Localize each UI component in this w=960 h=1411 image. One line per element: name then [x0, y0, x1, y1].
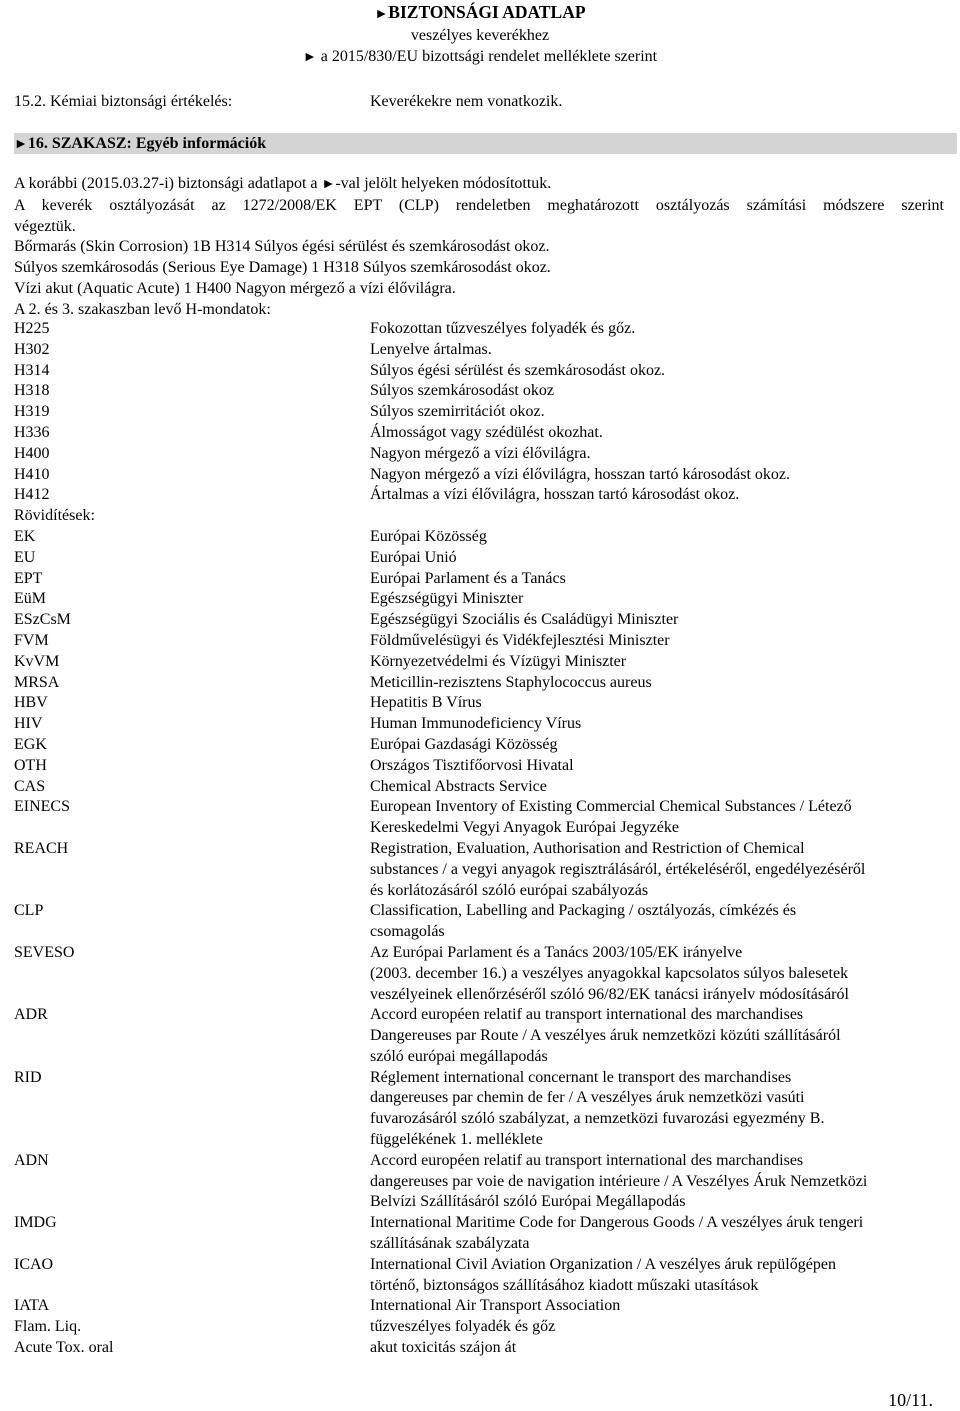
abbreviation-definition: Kereskedelmi Vegyi Anyagok Európai Jegyzéke — [370, 819, 679, 837]
abbreviation-definition: függelékének 1. melléklete — [370, 1131, 543, 1149]
abbreviation-row — [14, 1109, 954, 1130]
h-code: H318 — [14, 382, 50, 400]
abbreviation-row — [14, 527, 954, 548]
section-15-2 — [14, 92, 954, 114]
abbreviation-term — [14, 860, 370, 881]
abbreviation-row — [14, 1026, 954, 1047]
abbreviation-term: FVM — [14, 631, 49, 649]
abbreviation-term — [14, 964, 370, 985]
abbreviation-definition: Környezetvédelmi és Vízügyi Miniszter — [370, 652, 627, 670]
abbreviation-definition: veszélyeinek ellenőrzéséről szóló 96/82/EK tanácsi irányelv módosításáról — [370, 985, 849, 1003]
classification-eye: Súlyos szemkárosodás (Serious Eye Damage) 1 H318 Súlyos szemkárosodást okoz. — [14, 259, 551, 277]
abbreviation-term: EPT — [14, 569, 43, 587]
section-16-heading — [14, 133, 957, 154]
abbreviation-term: ESzCsM — [14, 611, 71, 629]
abbreviation-row — [14, 1255, 954, 1276]
h-text: Lenyelve ártalmas. — [370, 340, 492, 358]
abbreviation-definition: és korlátozásáról szóló európai szabályozás — [370, 881, 649, 899]
definitions-table — [14, 319, 954, 1359]
abbreviation-definition: Human Immunodeficiency Vírus — [370, 715, 582, 733]
abbreviation-row — [14, 839, 954, 860]
abbreviation-term — [14, 985, 370, 1006]
abbreviation-definition: Európai Gazdasági Közösség — [370, 735, 558, 753]
h-statement-row — [14, 423, 954, 444]
abbreviation-row — [14, 797, 954, 818]
header-subtitle: veszélyes keverékhez — [410, 27, 550, 44]
abbreviation-row — [14, 610, 954, 631]
h-statement-row — [14, 485, 954, 506]
abbreviation-term: EüM — [14, 590, 46, 608]
abbreviation-term: Flam. Liq. — [14, 1318, 82, 1336]
abbreviation-definition: Accord européen relatif au transport international des marchandises — [370, 1006, 804, 1024]
abbreviation-definition: Egészségügyi Szociális és Családügyi Miniszter — [370, 611, 679, 629]
section-15-2-value: Keverékekre nem vonatkozik. — [370, 93, 563, 110]
abbreviation-row — [14, 1068, 954, 1089]
h-statement-row — [14, 465, 954, 486]
abbreviation-definition: fuvarozásáról szóló szabályzat, a nemzetközi fuvarozási egyezmény B. — [370, 1110, 825, 1128]
h-text: Fokozottan tűzveszélyes folyadék és gőz. — [370, 320, 636, 337]
abbreviation-term — [14, 1047, 370, 1068]
abbreviation-row — [14, 1192, 954, 1213]
abbreviation-definition: Réglement international concernant le transport des marchandises — [370, 1068, 792, 1086]
abbreviation-term: EU — [14, 548, 36, 566]
abbreviation-term — [14, 1276, 370, 1297]
h-statements-heading: A 2. és 3. szakaszban levő H-mondatok: — [14, 300, 271, 318]
section-16-title: 16. SZAKASZ: Egyéb információk — [27, 135, 267, 152]
abbreviation-term: REACH — [14, 839, 69, 857]
abbreviation-row — [14, 1172, 954, 1193]
h-statement-row — [14, 381, 954, 402]
abbreviation-row — [14, 1151, 954, 1172]
abbreviation-definition: Belvízi Szállításáról szóló Európai Megállapodás — [370, 1193, 686, 1211]
abbreviation-definition: dangereuses par chemin de fer / A veszélyes áruk nemzetközi vasúti — [370, 1089, 805, 1107]
abbreviation-row — [14, 735, 954, 756]
h-statement-row — [14, 444, 954, 465]
page-number: 10/11. — [888, 1390, 933, 1410]
abbreviation-term: MRSA — [14, 673, 60, 691]
abbreviation-definition: European Inventory of Existing Commercial Chemical Substances / Létező — [370, 798, 852, 816]
abbreviation-term: KvVM — [14, 652, 60, 670]
abbreviation-definition: Chemical Abstracts Service — [370, 777, 547, 795]
abbreviation-term: OTH — [14, 756, 47, 774]
h-statement-row — [14, 361, 954, 382]
h-text: Ártalmas a vízi élővilágra, hosszan tartó károsodást okoz. — [370, 486, 740, 504]
abbreviation-definition: Európai Közösség — [370, 527, 487, 545]
h-code: H319 — [14, 403, 50, 421]
abbreviation-definition: Classification, Labelling and Packaging / osztályozás, címkézés és — [370, 902, 797, 920]
abbreviation-definition: (2003. december 16.) a veszélyes anyagokkal kapcsolatos súlyos balesetek — [370, 964, 849, 982]
abbreviation-row — [14, 652, 954, 673]
abbreviation-definition: tűzveszélyes folyadék és gőz — [370, 1318, 556, 1336]
document-header — [0, 2, 960, 68]
abbreviation-term: IMDG — [14, 1214, 57, 1232]
abbreviation-row — [14, 881, 954, 902]
abbreviation-row — [14, 548, 954, 569]
section-15-2-label: 15.2. Kémiai biztonsági értékelés: — [14, 93, 233, 110]
abbreviation-definition: történő, biztonságos szállításához kiadott műszaki utasítások — [370, 1276, 759, 1294]
abbreviations-heading: Rövidítések: — [14, 507, 95, 525]
abbreviation-row — [14, 901, 954, 922]
abbreviation-row — [14, 1005, 954, 1026]
abbreviation-term: EINECS — [14, 798, 70, 816]
abbreviation-term: HBV — [14, 694, 48, 712]
abbreviation-row — [14, 1130, 954, 1151]
abbreviation-row — [14, 777, 954, 798]
abbreviation-row — [14, 693, 954, 714]
abbreviation-definition: substances / a vegyi anyagok regisztrálásáról, értékeléséről, engedélyezéséről — [370, 860, 866, 878]
header-regulation: a 2015/830/EU bizottsági rendelet melléklete szerint — [320, 48, 658, 65]
abbreviation-row — [14, 1088, 954, 1109]
abbreviation-definition: Európai Parlament és a Tanács — [370, 569, 566, 587]
abbreviation-definition: International Civil Aviation Organization / A veszélyes áruk repülőgépen — [370, 1255, 836, 1273]
revision-note — [14, 174, 944, 196]
h-text: Súlyos égési sérülést és szemkárosodást okoz. — [370, 361, 666, 379]
abbreviation-term — [14, 922, 370, 943]
abbreviation-definition: csomagolás — [370, 923, 445, 941]
abbreviation-row — [14, 756, 954, 777]
abbreviation-row — [14, 1317, 954, 1338]
abbreviation-row — [14, 589, 954, 610]
abbreviation-row — [14, 1234, 954, 1255]
abbreviation-definition: Accord européen relatif au transport international des marchandises — [370, 1151, 804, 1169]
h-statement-row — [14, 340, 954, 361]
h-code: H314 — [14, 361, 50, 379]
abbreviation-term: EK — [14, 527, 36, 545]
abbreviation-row — [14, 1047, 954, 1068]
h-text: Súlyos szemirritációt okoz. — [370, 403, 545, 421]
abbreviation-term: Acute Tox. oral — [14, 1339, 114, 1357]
abbreviation-term: SEVESO — [14, 943, 75, 961]
abbreviation-term: HIV — [14, 715, 43, 733]
abbreviation-row — [14, 1296, 954, 1317]
abbreviation-definition: International Maritime Code for Dangerous Goods / A veszélyes áruk tengeri — [370, 1214, 864, 1232]
abbreviation-definition: Egészségügyi Miniszter — [370, 590, 524, 608]
abbreviation-definition: szállításának szabályzata — [370, 1235, 530, 1253]
abbreviation-definition: Az Európai Parlament és a Tanács 2003/105/EK irányelve — [370, 943, 743, 961]
h-code: H400 — [14, 444, 50, 462]
abbreviation-term — [14, 1088, 370, 1109]
abbreviation-term: ICAO — [14, 1255, 54, 1273]
other-information — [14, 174, 944, 321]
abbreviation-term: EGK — [14, 735, 47, 753]
abbreviation-row — [14, 985, 954, 1006]
abbreviation-definition: Hepatitis B Vírus — [370, 694, 482, 712]
classification-note: A keverék osztályozását az 1272/2008/EK EPT (CLP) rendeletben meghatározott osztályozás számítási módszere szerint — [14, 196, 944, 214]
classification-skin: Bőrmarás (Skin Corrosion) 1B H314 Súlyos égési sérülést és szemkárosodást okoz. — [14, 238, 550, 256]
abbreviation-row — [14, 943, 954, 964]
h-code: H302 — [14, 340, 50, 358]
header-title: BIZTONSÁGI ADATLAP — [388, 2, 586, 22]
abbreviation-definition: Országos Tisztifőorvosi Hivatal — [370, 756, 574, 774]
abbreviation-term — [14, 1192, 370, 1213]
abbreviation-row — [14, 860, 954, 881]
abbreviation-definition: akut toxicitás szájon át — [370, 1339, 517, 1357]
abbreviation-term: CAS — [14, 777, 46, 795]
abbreviation-definition: dangereuses par voie de navigation intérieure / A Veszélyes Áruk Nemzetközi — [370, 1172, 868, 1190]
abbreviation-term — [14, 881, 370, 902]
h-text: Nagyon mérgező a vízi élővilágra. — [370, 444, 591, 462]
abbreviation-definition: Meticillin-rezisztens Staphylococcus aureus — [370, 673, 652, 691]
abbreviation-term: IATA — [14, 1297, 50, 1315]
abbreviation-row — [14, 818, 954, 839]
abbreviation-definition: Registration, Evaluation, Authorisation and Restriction of Chemical — [370, 839, 805, 857]
abbreviation-row — [14, 922, 954, 943]
abbreviation-row — [14, 673, 954, 694]
h-text: Súlyos szemkárosodást okoz — [370, 382, 554, 400]
abbreviation-term: RID — [14, 1068, 42, 1086]
triangle-marker-icon: ► — [321, 177, 336, 192]
abbreviation-row — [14, 569, 954, 590]
h-statement-row — [14, 402, 954, 423]
h-statement-row — [14, 319, 954, 340]
revision-note-end: -val jelölt helyeken módosítottuk. — [335, 175, 552, 192]
classification-aquatic: Vízi akut (Aquatic Acute) 1 H400 Nagyon mérgező a vízi élővilágra. — [14, 279, 456, 297]
abbreviation-definition: Dangereuses par Route / A veszélyes áruk nemzetközi közúti szállításáról — [370, 1027, 841, 1045]
h-code: H336 — [14, 423, 50, 441]
abbreviation-row — [14, 1213, 954, 1234]
abbreviation-term — [14, 1109, 370, 1130]
header-regulation-line — [0, 46, 960, 68]
h-text: Álmosságot vagy szédülést okozhat. — [370, 423, 603, 441]
classification-note-end: végeztük. — [14, 217, 76, 235]
abbreviation-row — [14, 631, 954, 652]
abbreviation-definition: Európai Unió — [370, 548, 457, 566]
triangle-marker-icon: ► — [14, 137, 28, 152]
abbreviation-term — [14, 1234, 370, 1255]
abbreviation-term — [14, 1026, 370, 1047]
abbreviation-row — [14, 964, 954, 985]
abbreviation-term: ADN — [14, 1151, 49, 1169]
h-code: H412 — [14, 486, 50, 504]
triangle-marker-icon: ► — [302, 50, 317, 65]
abbreviation-definition: International Air Transport Association — [370, 1297, 621, 1315]
abbreviation-term — [14, 1172, 370, 1193]
header-title-line — [0, 2, 960, 25]
abbreviation-row — [14, 714, 954, 735]
h-code: H225 — [14, 320, 50, 337]
triangle-marker-icon: ► — [374, 7, 389, 22]
abbreviation-term: CLP — [14, 902, 44, 920]
abbreviation-definition: szóló európai megállapodás — [370, 1047, 548, 1065]
abbreviation-term — [14, 1130, 370, 1151]
abbreviation-term: ADR — [14, 1006, 48, 1024]
h-code: H410 — [14, 465, 50, 483]
abbreviation-row — [14, 1276, 954, 1297]
revision-note-start: A korábbi (2015.03.27-i) biztonsági adatlapot a — [14, 175, 318, 192]
abbreviation-row — [14, 1338, 954, 1359]
abbreviation-definition: Földművelésügyi és Vidékfejlesztési Miniszter — [370, 631, 670, 649]
h-text: Nagyon mérgező a vízi élővilágra, hosszan tartó károsodást okoz. — [370, 465, 791, 483]
abbreviation-term — [14, 818, 370, 839]
